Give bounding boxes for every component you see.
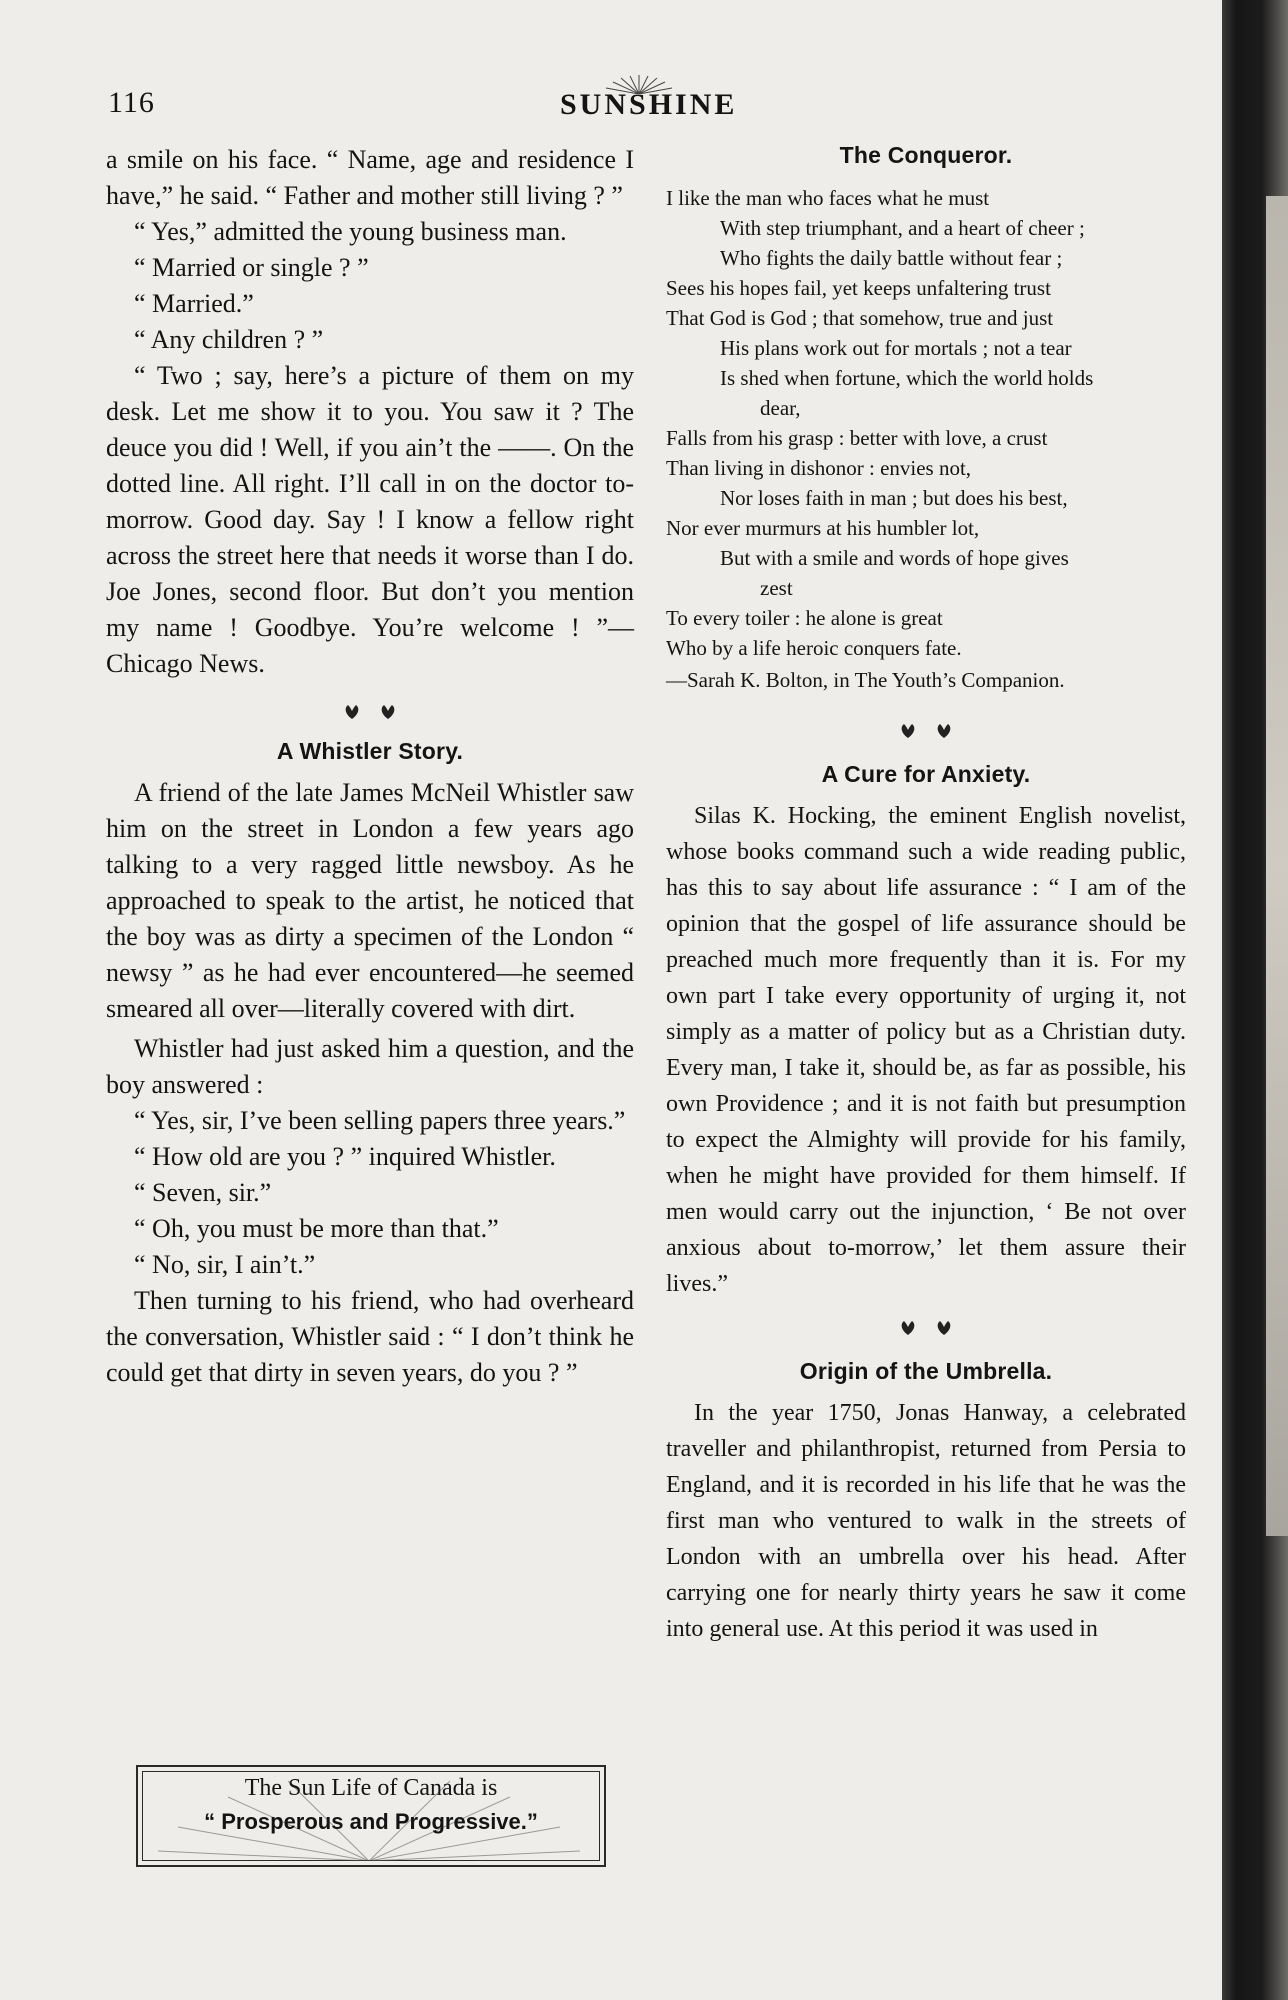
poem-line: Falls from his grasp : better with love, a crust xyxy=(666,426,1048,450)
poem-line: dear, xyxy=(760,396,801,420)
advert-line-2: “ Prosperous and Progressive.” xyxy=(204,1809,538,1834)
poem-line: Nor loses faith in man ; but does his best, xyxy=(720,486,1068,510)
section-divider xyxy=(666,711,1186,751)
story-paragraph: “ Married.” xyxy=(134,289,254,318)
article-paragraph: Then turning to his friend, who had overheard the conversation, Whistler said : “ I don’t think he could get that dirty in seven years, do you ? ” xyxy=(106,1286,634,1387)
leaf-ornament-icon xyxy=(935,1320,953,1336)
poem-line: That God is God ; that somehow, true and just xyxy=(666,306,1054,330)
poem-attribution: —Sarah K. Bolton, in The Youth’s Companion. xyxy=(666,668,1065,692)
leaf-ornament-icon xyxy=(899,723,917,739)
story-paragraph: a smile on his face. “ Name, age and residence I have,” he said. “ Father and mother still living ? ” xyxy=(106,145,634,210)
advert-line-1: The Sun Life of Canada is xyxy=(244,1775,498,1801)
article-paragraph: “ No, sir, I ain’t.” xyxy=(134,1250,316,1279)
article-paragraph: “ Seven, sir.” xyxy=(134,1178,272,1207)
leaf-ornament-icon xyxy=(343,704,361,720)
poem-line: Who fights the daily battle without fear ; xyxy=(720,246,1063,270)
sun-life-advert xyxy=(136,1765,606,1867)
left-column xyxy=(106,142,634,1391)
story-paragraph: “ Married or single ? ” xyxy=(134,253,369,282)
story-paragraph: “ Two ; say, here’s a picture of them on my desk. Let me show it to you. You saw it ? The deuce you did ! Well, if you ain’t the ——. On the dotted line. All right. I’ll call in on the doctor to-morrow. Good day. Say ! I know a fellow right across the street here that needs it worse than I do. Joe Jones, second floor. But don’t you mention my name ! Goodbye. You’re welcome ! ”—Chicago News. xyxy=(106,361,634,678)
article-paragraph: A friend of the late James McNeil Whistler saw him on the street in London a few years ago talking to a very ragged little newsboy. As he approached to speak to the artist, he noticed that the boy was as dirty a specimen of the London “ newsy ” as he had ever encountered—he seemed smeared all over—literally covered with dirt. xyxy=(106,778,634,1023)
article-paragraph: “ Oh, you must be more than that.” xyxy=(134,1214,499,1243)
leaf-ornament-icon xyxy=(899,1320,917,1336)
right-column xyxy=(666,142,1186,1647)
story-paragraph: “ Any children ? ” xyxy=(134,325,324,354)
poem-line: Than living in dishonor : envies not, xyxy=(666,456,972,480)
poem-line: Is shed when fortune, which the world holds xyxy=(720,366,1094,390)
article-paragraph: “ How old are you ? ” inquired Whistler. xyxy=(134,1142,556,1171)
poem-line: Who by a life heroic conquers fate. xyxy=(666,636,962,660)
article-paragraph: In the year 1750, Jonas Hanway, a celebrated traveller and philanthropist, returned from Persia to England, and it is recorded in his life that he was the first man who ventured to walk in the streets of London with an umbrella over his head. After carrying one for nearly thirty years he saw it come into general use. At this period it was used in xyxy=(666,1400,1186,1642)
article-paragraph: Whistler had just asked him a question, and the boy answered : xyxy=(106,1034,634,1099)
poem-line: His plans work out for mortals ; not a tear xyxy=(720,336,1072,360)
article-title: A Cure for Anxiety. xyxy=(821,761,1031,787)
page-number: 116 xyxy=(108,86,155,119)
poem-line: To every toiler : he alone is great xyxy=(666,606,943,630)
binding-edge xyxy=(1222,0,1288,2000)
poem-line: Sees his hopes fail, yet keeps unfaltering trust xyxy=(666,276,1051,300)
article-title: A Whistler Story. xyxy=(276,738,464,764)
leaf-ornament-icon xyxy=(379,704,397,720)
poem-body xyxy=(666,183,1186,663)
poem-title: The Conqueror. xyxy=(839,142,1013,168)
masthead: SUNSHINE xyxy=(560,88,738,121)
poem-line: I like the man who faces what he must xyxy=(666,186,990,210)
poem-line: With step triumphant, and a heart of cheer ; xyxy=(720,216,1085,240)
section-divider xyxy=(106,692,634,732)
article-paragraph: “ Yes, sir, I’ve been selling papers three years.” xyxy=(134,1106,626,1135)
article-title: Origin of the Umbrella. xyxy=(799,1358,1053,1384)
poem-line: But with a smile and words of hope gives xyxy=(720,546,1069,570)
leaf-ornament-icon xyxy=(935,723,953,739)
poem-line: Nor ever murmurs at his humbler lot, xyxy=(666,516,980,540)
article-paragraph: Silas K. Hocking, the eminent English novelist, whose books command such a wide reading public, has this to say about life assurance : “ I am of the opinion that the gospel of life assurance should be preached much more frequently than it is. For my own part I take every opportunity of urging it, not simply as a matter of policy but as a Christian duty. Every man, I take it, should be, as far as possible, his own Providence ; and it is not faith but presumption to expect the Almighty will provide for his family, when he might have provided for them himself. If men would carry out the injunction, ‘ Be not over anxious about to-morrow,’ let them assure their lives.” xyxy=(666,803,1186,1297)
poem-line: zest xyxy=(760,576,793,600)
story-paragraph: “ Yes,” admitted the young business man. xyxy=(134,217,567,246)
next-page-edge xyxy=(1266,196,1288,1536)
section-divider xyxy=(666,1308,1186,1348)
